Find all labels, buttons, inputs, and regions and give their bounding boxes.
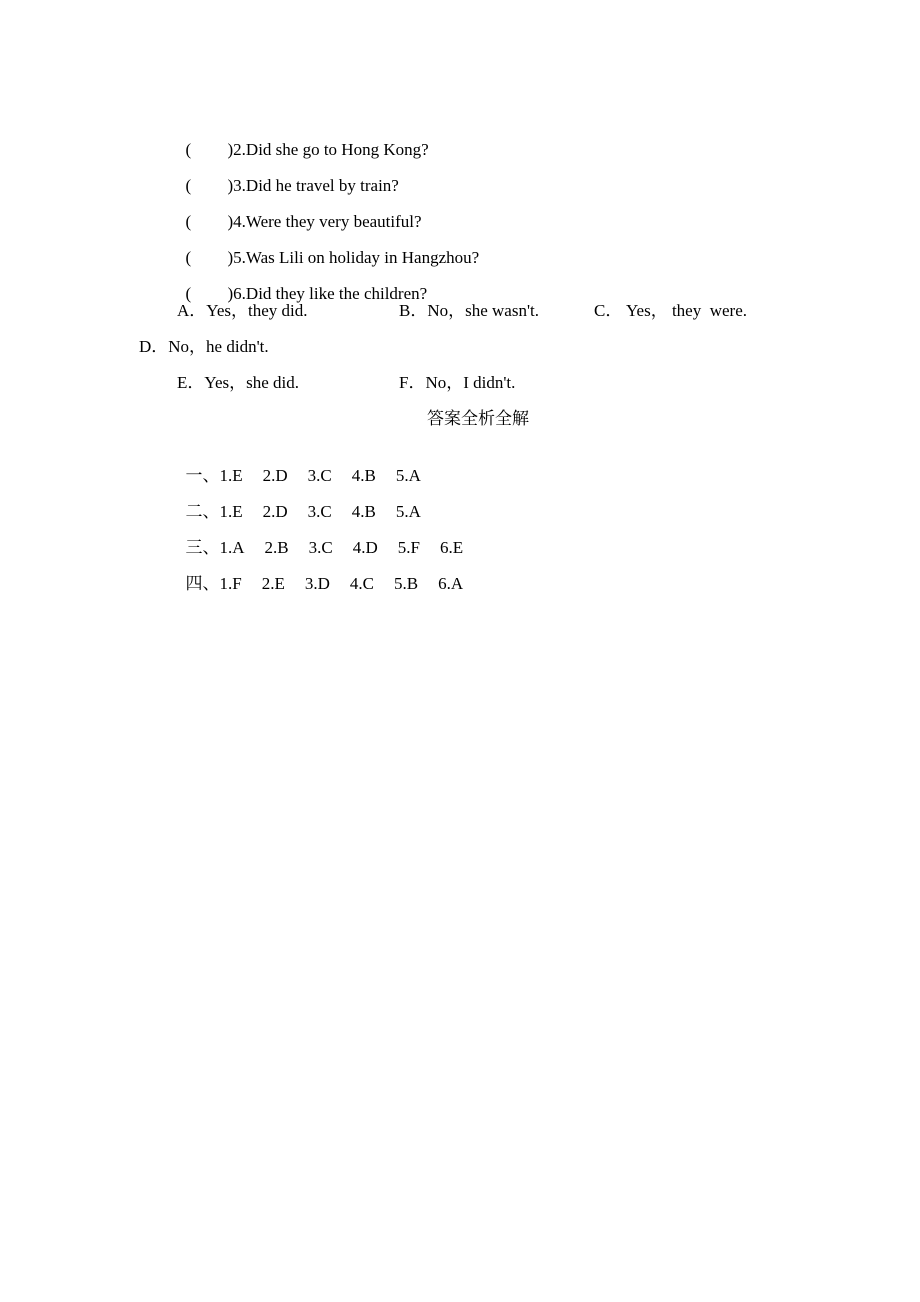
- answer-section-title: 答案全析全解: [427, 409, 529, 429]
- answer-item: 6.E: [439, 538, 464, 557]
- question-text: )6.Did they like the children?: [227, 284, 428, 303]
- answer-item: 2.D: [262, 502, 288, 521]
- option-d: D．No，he didn't.: [139, 337, 269, 356]
- answer-item: 5.A: [395, 502, 421, 521]
- answer-row-2: [177, 482, 441, 522]
- answer-item: 1.E: [219, 466, 243, 485]
- answer-blank: (: [185, 140, 192, 159]
- question-text: )3.Did he travel by train?: [227, 176, 399, 195]
- section-number: 一、: [185, 466, 220, 485]
- answer-item: 4.B: [351, 502, 376, 521]
- option-e: E．Yes，she did.: [177, 373, 300, 392]
- question-text: )2.Did she go to Hong Kong?: [227, 140, 429, 159]
- answer-item: 4.B: [351, 466, 376, 485]
- question-text: )5.Was Lili on holiday in Hangzhou?: [227, 248, 480, 267]
- section-number: 二、: [185, 502, 220, 521]
- answer-item: 1.E: [219, 502, 243, 521]
- option-b: B．No，she wasn't.: [399, 301, 540, 320]
- answer-item: 2.D: [262, 466, 288, 485]
- answer-item: 3.D: [304, 574, 330, 593]
- answer-row-3: [177, 518, 483, 558]
- answer-item: 6.A: [438, 574, 464, 593]
- question-2: [177, 120, 429, 160]
- question-6: [177, 264, 427, 304]
- section-number: 四、: [185, 574, 220, 593]
- answer-item: 5.F: [397, 538, 420, 557]
- answer-item: 5.B: [393, 574, 419, 593]
- question-text: )4.Were they very beautiful?: [227, 212, 422, 231]
- answer-item: 3.C: [308, 538, 333, 557]
- question-4: [177, 192, 422, 232]
- answer-item: 3.C: [307, 502, 332, 521]
- answer-blank: (: [185, 176, 192, 195]
- answer-item: 1.A: [219, 538, 245, 557]
- option-c: C． Yes， they were.: [594, 301, 747, 320]
- answer-item: 4.D: [352, 538, 378, 557]
- answer-item: 3.C: [307, 466, 332, 485]
- answer-blank: (: [185, 284, 192, 303]
- option-f: F．No，I didn't.: [399, 373, 516, 392]
- answer-item: 1.F: [219, 574, 242, 593]
- answer-item: 4.C: [349, 574, 374, 593]
- section-number: 三、: [185, 538, 220, 557]
- option-a: A．Yes，they did.: [177, 301, 308, 320]
- question-3: [177, 156, 399, 196]
- answer-item: 2.E: [261, 574, 285, 593]
- answer-blank: (: [185, 212, 192, 231]
- answer-blank: (: [185, 248, 192, 267]
- answer-row-1: [177, 446, 441, 486]
- answer-row-4: [177, 554, 483, 594]
- answer-item: 2.B: [264, 538, 289, 557]
- answer-item: 5.A: [395, 466, 421, 485]
- question-5: [177, 228, 479, 268]
